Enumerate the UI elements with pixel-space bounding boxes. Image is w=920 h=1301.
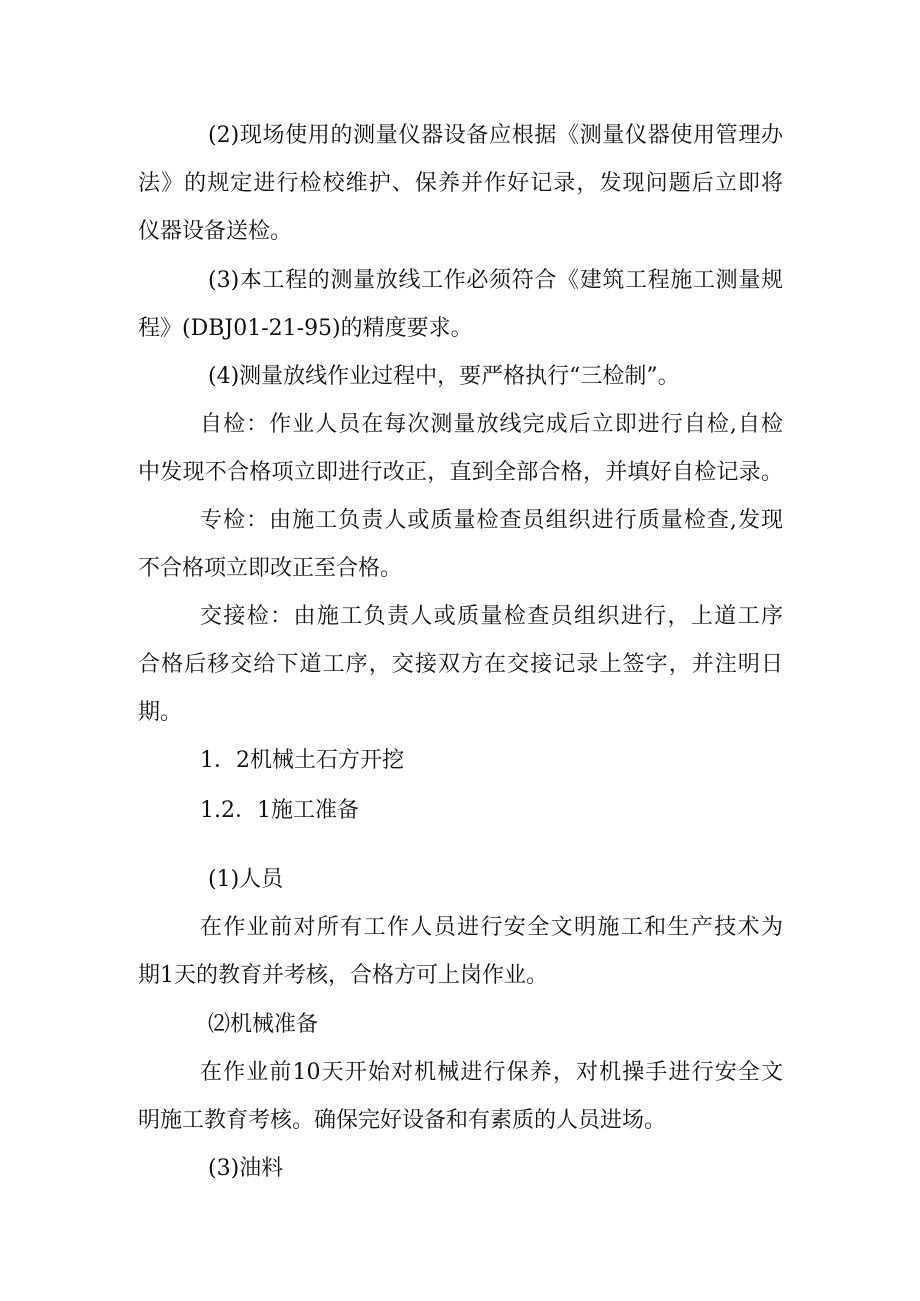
paragraph-line: 专检：由施工负责人或质量检查员组织进行质量检查,发现 — [200, 508, 783, 533]
subsection-heading: (3)油料 — [208, 1156, 284, 1181]
paragraph-line: 不合格项立即改正至合格。 — [138, 556, 403, 581]
subsection-heading: (1)人员 — [208, 867, 284, 892]
paragraph-line: (3)本工程的测量放线工作必须符合《建筑工程施工测量规 — [208, 268, 783, 293]
paragraph-line: 仪器设备送检。 — [138, 219, 293, 244]
paragraph-line: 明施工教育考核。确保完好设备和有素质的人员进场。 — [138, 1108, 667, 1133]
paragraph-line: 合格后移交给下道工序，交接双方在交接记录上签字，并注明日 — [138, 652, 783, 677]
paragraph-line: 自检：作业人员在每次测量放线完成后立即进行自检,自检 — [200, 412, 783, 437]
paragraph-line: (2)现场使用的测量仪器设备应根据《测量仪器使用管理办 — [208, 123, 783, 148]
paragraph-line: 法》的规定进行检校维护、保养并作好记录，发现问题后立即将 — [138, 171, 783, 196]
section-heading: 1.2．1施工准备 — [200, 798, 359, 823]
paragraph-line: 在作业前对所有工作人员进行安全文明施工和生产技术为 — [200, 915, 783, 940]
subsection-heading: ⑵机械准备 — [208, 1012, 319, 1037]
section-heading: 1．2机械土石方开挖 — [200, 748, 404, 773]
paragraph-line: 交接检：由施工负责人或质量检查员组织进行，上道工序 — [200, 604, 783, 629]
paragraph-line: 期1天的教育并考核，合格方可上岗作业。 — [138, 963, 548, 988]
paragraph-line: 期。 — [138, 700, 183, 725]
paragraph-line: 中发现不合格项立即进行改正，直到全部合格，并填好自检记录。 — [138, 460, 783, 485]
paragraph-line: 在作业前10天开始对机械进行保养，对机操手进行安全文 — [200, 1060, 783, 1085]
paragraph-line: 程》(DBJ01-21-95)的精度要求。 — [138, 316, 473, 341]
paragraph-line: (4)测量放线作业过程中，要严格执行“三检制”。 — [208, 364, 680, 389]
